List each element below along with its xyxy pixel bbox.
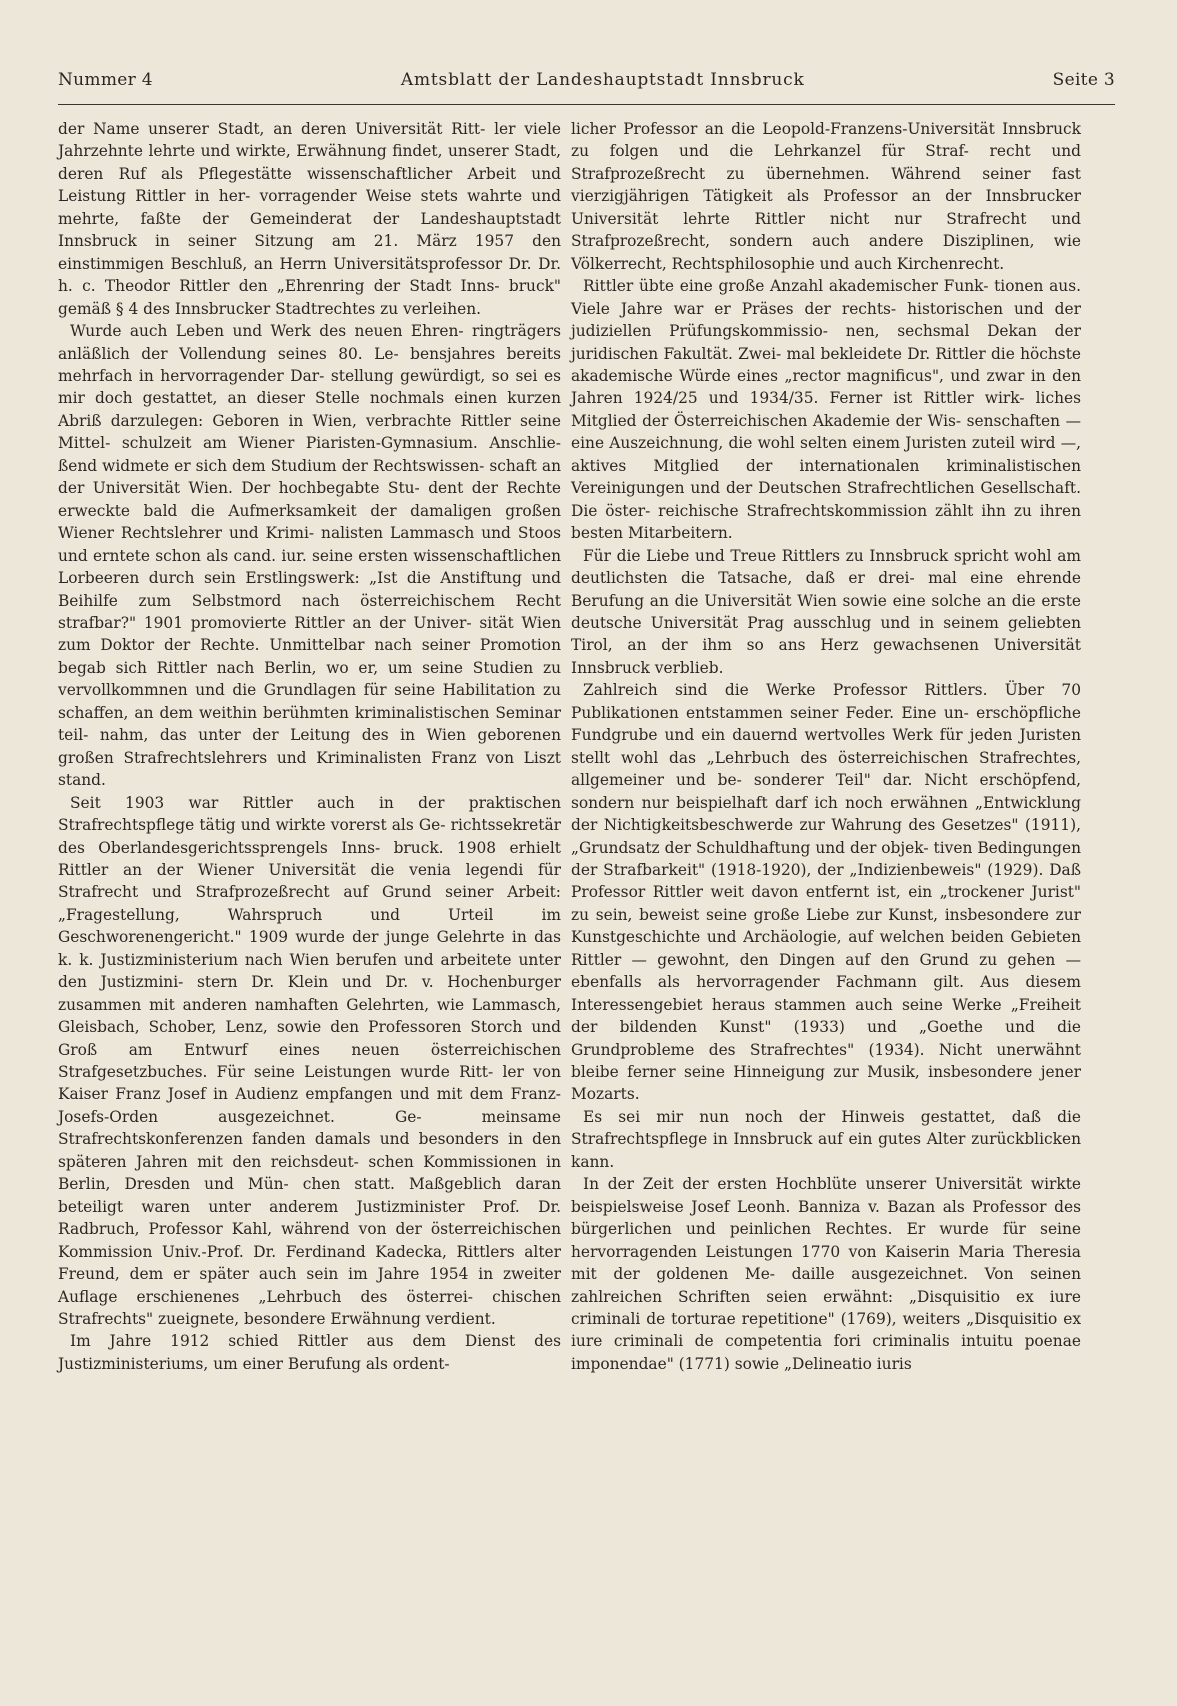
right-column bbox=[571, 118, 1081, 1375]
paragraph: Rittler übte eine große Anzahl akademischer Funk- tionen aus. Viele Jahre war er Präses der rechts- historischen und der judiziellen Prüfungskommissio- nen, sechsmal Dekan der juridischen Fakultät. Zwei- mal bekleidete Dr. Rittler die höchste akademische Würde eines „rector magnificus", und zwar in den Jahren 1924/25 und 1934/35. Ferner ist Rittler wirk- liches Mitglied der Österreichischen Akademie der Wis- senschaften — eine Auszeichnung, die wohl selten einem Juristen zuteil wird —, aktives Mitglied der internationalen kriminalistischen Vereinigungen und der Deutschen Strafrechtlichen Gesellschaft. Die öster- reichische Strafrechtskommission zählt ihn zu ihren besten Mitarbeitern. bbox=[571, 277, 1081, 543]
paragraph: Zahlreich sind die Werke Professor Rittlers. Über 70 Publikationen entstammen seiner Feder. Eine un- erschöpfliche Fundgrube und ein dauernd wertvolles Werk für jeden Juristen stellt wohl das „Lehrbuch des österreichischen Strafrechtes, allgemeiner und be- sonderer Teil" dar. Nicht erschöpfend, sondern nur beispielhaft darf ich noch erwähnen „Entwicklung der Nichtigkeitsbeschwerde zur Wahrung des Gesetzes" (1911), „Grundsatz der Schuldhaftung und der objek- tiven Bedingungen der Strafbarkeit" (1918-1920), der „Indizienbeweis" (1929). Daß Professor Rittler weit davon entfernt ist, ein „trockener Jurist" zu sein, beweist seine große Liebe zur Kunst, insbesondere zur Kunstgeschichte und Archäologie, auf welchen beiden Gebieten Rittler — gewohnt, den Dingen auf den Grund zu gehen — ebenfalls als hervorragender Fachmann gilt. Aus diesem Interessengebiet heraus stammen auch seine Werke „Freiheit der bildenden Kunst" (1933) und „Goethe und die Grundprobleme des Strafrechtes" (1934). Nicht unerwähnt bleibe ferner seine Hinneigung zur Musik, insbesondere jener Mozarts. bbox=[571, 681, 1081, 1104]
paragraph: licher Professor an die Leopold-Franzens-Universität Innsbruck zu folgen und die Lehrkanzel für Straf- recht und Strafprozeßrecht zu übernehmen. Während seiner fast vierzigjährigen Tätigkeit als Professor an der Innsbrucker Universität lehrte Rittler nicht nur Strafrecht und Strafprozeßrecht, sondern auch andere Disziplinen, wie Völkerrecht, Rechtsphilosophie und auch Kirchenrecht. bbox=[571, 120, 1081, 273]
paragraph: der Name unserer Stadt, an deren Universität Ritt- ler viele Jahrzehnte lehrte und wirkte, Erwähnung findet, unserer Stadt, deren Ruf als Pflegestätte wissenschaftlicher Arbeit und Leistung Rittler in her- vorragender Weise stets wahrte und mehrte, faßte der Gemeinderat der Landeshauptstadt Innsbruck in seiner Sitzung am 21. März 1957 den einstimmigen Beschluß, an Herrn Universitätsprofessor Dr. Dr. h. c. Theodor Rittler den „Ehrenring der Stadt Inns- bruck" gemäß § 4 des Innsbrucker Stadtrechtes zu verleihen. bbox=[58, 120, 561, 318]
left-column bbox=[58, 118, 561, 1375]
paragraph: In der Zeit der ersten Hochblüte unserer Universität wirkte beispielsweise Josef Leonh. Banniza v. Bazan als Professor des bürgerlichen und peinlichen Rechtes. Er wurde für seine hervorragenden Leistungen 1770 von Kaiserin Maria Theresia mit der goldenen Me- daille ausgezeichnet. Von seinen zahlreichen Schriften seien erwähnt: „Disquisitio ex iure criminali de torturae repetitione" (1769), weiters „Disquisitio ex iure criminali de competentia fori criminalis intuitu poenae imponendae" (1771) sowie „Delineatio iuris bbox=[571, 1175, 1081, 1373]
publication-title: Amtsblatt der Landeshauptstadt Innsbruck bbox=[400, 70, 805, 90]
page-number: Seite 3 bbox=[1052, 70, 1115, 90]
paragraph: Seit 1903 war Rittler auch in der praktischen Strafrechtspflege tätig und wirkte vorerst als Ge- richtssekretär des Oberlandesgerichtssprengels Inns- bruck. 1908 erhielt Rittler an der Wiener Universität die venia legendi für Strafrecht und Strafprozeßrecht auf Grund seiner Arbeit: „Fragestellung, Wahrspruch und Urteil im Geschworenengericht." 1909 wurde der junge Gelehrte in das k. k. Justizministerium nach Wien berufen und arbeitete unter den Justizmini- stern Dr. Klein und Dr. v. Hochenburger zusammen mit anderen namhaften Gelehrten, wie Lammasch, Gleisbach, Schober, Lenz, sowie den Professoren Storch und Groß am Entwurf eines neuen österreichischen Strafgesetzbuches. Für seine Leistungen wurde Ritt- ler von Kaiser Franz Josef in Audienz empfangen und mit dem Franz-Josefs-Orden ausgezeichnet. Ge- meinsame Strafrechtskonferenzen fanden damals und besonders in den späteren Jahren mit den reichsdeut- schen Kommissionen in Berlin, Dresden und Mün- chen statt. Maßgeblich daran beteiligt waren unter anderem Justizminister Prof. Dr. Radbruch, Professor Kahl, während von der österreichischen Kommission Univ.-Prof. Dr. Ferdinand Kadecka, Rittlers alter Freund, dem er später auch sein im Jahre 1954 in zweiter Auflage erschienenes „Lehrbuch des österrei- chischen Strafrechts" zueignete, besondere Erwähnung verdient. bbox=[58, 793, 561, 1329]
paragraph: Im Jahre 1912 schied Rittler aus dem Dienst des Justizministeriums, um einer Berufung als ordent- bbox=[58, 1332, 561, 1373]
page-header bbox=[58, 70, 1115, 105]
paragraph: Für die Liebe und Treue Rittlers zu Innsbruck spricht wohl am deutlichsten die Tatsache, daß er drei- mal eine ehrende Berufung an die Universität Wien sowie eine solche an die erste deutsche Universität Prag ausschlug und in seinem geliebten Tirol, an der ihm so ans Herz gewachsenen Universität Innsbruck verblieb. bbox=[571, 546, 1081, 677]
issue-number: Nummer 4 bbox=[58, 70, 153, 90]
paragraph: Wurde auch Leben und Werk des neuen Ehren- ringträgers anläßlich der Vollendung seines 80. Le- bensjahres bereits mehrfach in hervorragender Dar- stellung gewürdigt, so sei es mir doch gestattet, an dieser Stelle nochmals einen kurzen Abriß darzulegen: Geboren in Wien, verbrachte Rittler seine Mittel- schulzeit am Wiener Piaristen-Gymnasium. Anschlie- ßend widmete er sich dem Studium der Rechtswissen- schaft an der Universität Wien. Der hochbegabte Stu- dent der Rechte erweckte bald die Aufmerksamkeit der damaligen großen Wiener Rechtslehrer und Krimi- nalisten Lammasch und Stoos und erntete schon als cand. iur. seine ersten wissenschaftlichen Lorbeeren durch sein Erstlingswerk: „Ist die Anstiftung und Beihilfe zum Selbstmord nach österreichischem Recht strafbar?" 1901 promovierte Rittler an der Univer- sität Wien zum Doktor der Rechte. Unmittelbar nach seiner Promotion begab sich Rittler nach Berlin, wo er, um seine Studien zu vervollkommnen und die Grundlagen für seine Habilitation zu schaffen, an dem weithin berühmten kriminalistischen Seminar teil- nahm, das unter der Leitung des in Wien geborenen großen Strafrechtslehrers und Kriminalisten Franz von Liszt stand. bbox=[58, 322, 561, 790]
paragraph: Es sei mir nun noch der Hinweis gestattet, daß die Strafrechtspflege in Innsbruck auf ein gutes Alter zurückblicken kann. bbox=[571, 1107, 1081, 1171]
